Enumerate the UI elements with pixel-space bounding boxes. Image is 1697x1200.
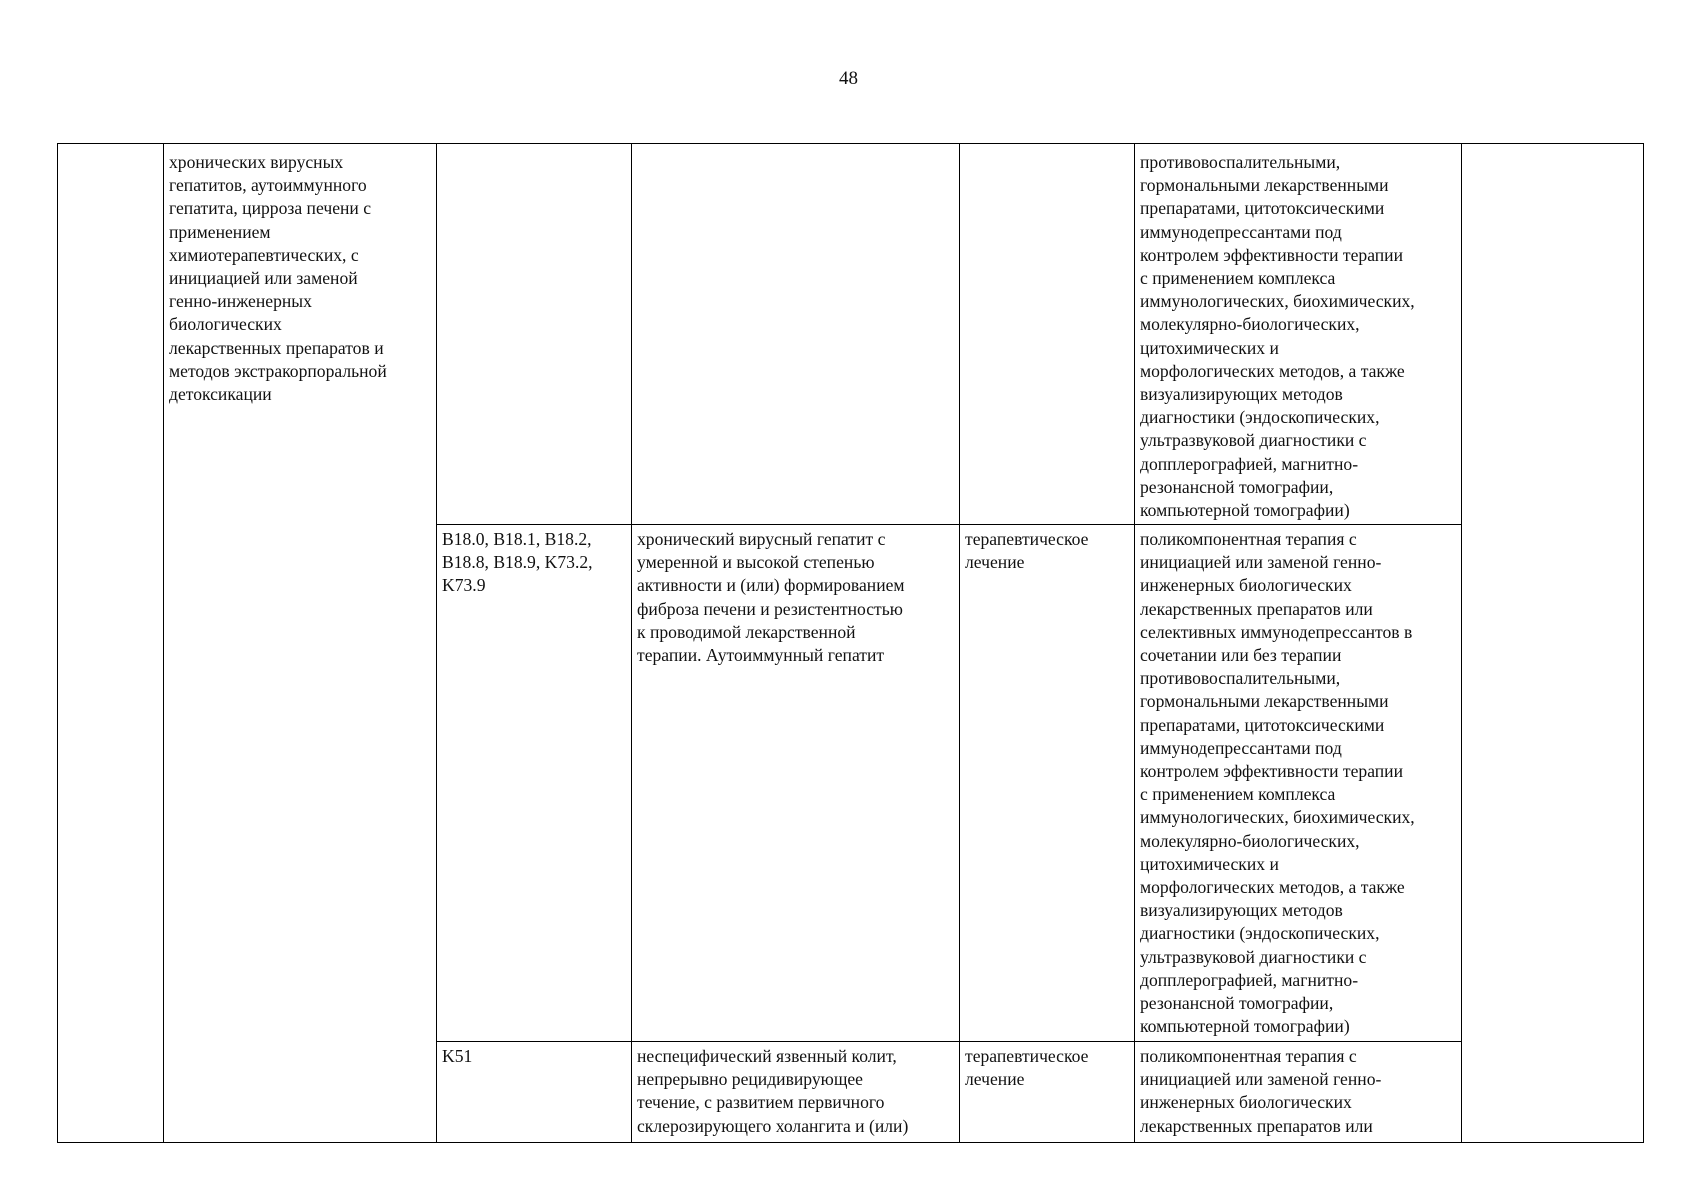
treatment-type-cell: терапевтическое лечение — [965, 529, 1089, 573]
column-divider — [163, 144, 164, 1142]
treatment-type-cell: терапевтическое лечение — [965, 1046, 1089, 1090]
treatment-method-cell: поликомпонентная терапия с инициацией или заменой генно- инженерных биологических лекарственных препаратов или селективных иммунодепрессантов в сочетании или без терапии противовоспалительными, гормональными лекарственными препаратами, цитотоксическими иммунодепрессантами под контролем эффективности терапии с применением комплекса иммунологических, биохимических, молекулярно-биологических, цитохимических и морфологических методов, а также визуализирующих методов диагностики (эндоскопических, ультразвуковой диагностики с допплерографией, магнитно- резонансной томографии, компьютерной томографии) — [1140, 529, 1415, 1037]
column-divider — [1134, 144, 1135, 1142]
treatment-method-cell: противовоспалительными, гормональными лекарственными препаратами, цитотоксическими иммунодепрессантами под контролем эффективности терапии с применением комплекса иммунологических, биохимических, молекулярно-биологических, цитохимических и морфологических методов, а также визуализирующих методов диагностики (эндоскопических, ультразвуковой диагностики с допплерографией, магнитно- резонансной томографии, компьютерной томографии) — [1140, 152, 1415, 521]
patient-model-cell: хронический вирусный гепатит с умеренной и высокой степенью активности и (или) формированием фиброза печени и резистентностью к проводимой лекарственной терапии. Аутоиммунный гепатит — [637, 529, 905, 666]
care-group-cell: хронических вирусных гепатитов, аутоиммунного гепатита, цирроза печени с применением химиотерапевтических, с инициацией или заменой генно-инженерных биологических лекарственных препаратов и методов экстракорпоральной детоксикации — [169, 152, 387, 405]
column-divider — [1461, 144, 1462, 1142]
icd-codes-cell: B18.0, B18.1, B18.2, B18.8, B18.9, K73.2, K73.9 — [442, 529, 593, 596]
page-number: 48 — [839, 68, 858, 89]
medical-care-table — [57, 143, 1644, 1143]
patient-model-cell: неспецифический язвенный колит, непрерывно рецидивирующее течение, с развитием первичного склерозирующего холангита и (или) — [637, 1046, 909, 1136]
column-divider — [436, 144, 437, 1142]
row-divider — [436, 1041, 1461, 1042]
column-divider — [631, 144, 632, 1142]
icd-codes-cell: K51 — [442, 1046, 473, 1066]
column-divider — [959, 144, 960, 1142]
row-divider — [436, 524, 1461, 525]
treatment-method-cell: поликомпонентная терапия с инициацией или заменой генно- инженерных биологических лекарственных препаратов или — [1140, 1046, 1382, 1136]
